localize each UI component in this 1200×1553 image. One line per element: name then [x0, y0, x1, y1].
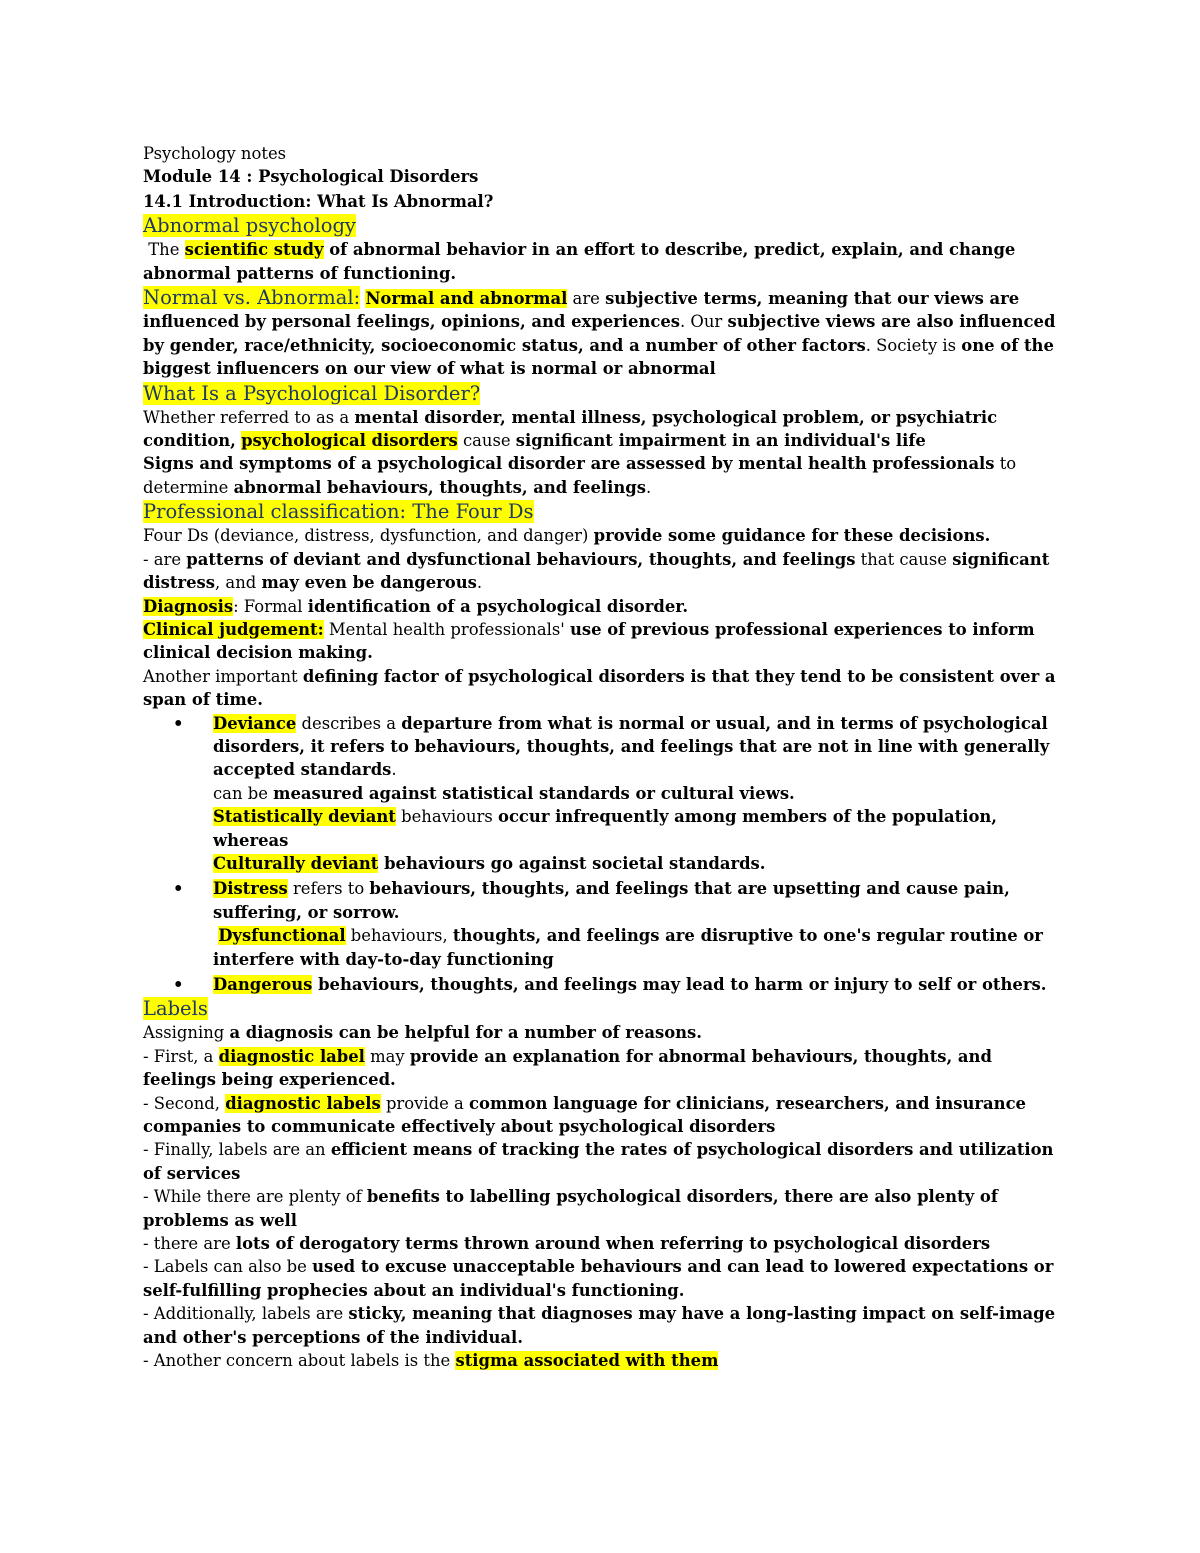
highlight-stigma: stigma associated with them	[455, 1351, 719, 1371]
bullet-icon: •	[173, 713, 184, 733]
paragraph-clinical-judgement	[143, 618, 1063, 665]
document-page	[143, 142, 1063, 1373]
labels-line-2	[143, 1045, 1063, 1092]
text: .	[391, 760, 397, 780]
text: , and	[215, 573, 262, 593]
bold-text: may even be dangerous	[261, 573, 477, 593]
labels-line-1	[143, 1021, 1063, 1044]
text: Four Ds (deviance, distress, dysfunction, and danger)	[143, 526, 594, 546]
bold-text: significant impairment in an individual's life	[515, 431, 926, 451]
bold-text: provide an explanation for abnormal behaviours, thoughts, and feelings being experienced.	[143, 1046, 992, 1090]
paragraph-diagnosis	[143, 595, 1063, 618]
paragraph-normal-vs-abnormal	[143, 285, 1063, 381]
text: - are	[143, 549, 187, 569]
text: to determine	[143, 454, 1017, 497]
text: - Second,	[143, 1093, 226, 1113]
labels-line-5	[143, 1185, 1063, 1232]
four-ds-list	[143, 712, 1063, 997]
text: can be	[213, 783, 274, 803]
labels-line-3	[143, 1092, 1063, 1139]
bold-text: identification of a psychological disorder.	[307, 596, 689, 616]
bold-text: abnormal behaviours, thoughts, and feelings	[233, 477, 646, 497]
text: - First, a	[143, 1046, 219, 1066]
highlight-diagnostic-labels: diagnostic labels	[225, 1093, 381, 1113]
text: describes a	[296, 713, 402, 733]
bold-text: provide some guidance for these decisions.	[593, 526, 991, 546]
cultural-text	[213, 852, 1063, 875]
text: - Finally, labels are an	[143, 1140, 331, 1160]
bullet-icon: •	[173, 879, 184, 899]
highlight-scientific-study: scientific study	[184, 240, 324, 260]
paragraph-abnormal	[143, 238, 1063, 285]
doc-title: Psychology notes	[143, 144, 287, 163]
labels-line-8	[143, 1302, 1063, 1349]
bold-text: subjective views are also influenced by gender, race/ethnicity, socioeconomic status, and a number of other factors	[143, 312, 1056, 355]
heading-text: Labels	[143, 997, 208, 1021]
text: : Formal	[233, 596, 308, 616]
heading-text: Abnormal psychology	[143, 214, 356, 238]
highlight-normal-and-abnormal: Normal and abnormal	[365, 289, 568, 309]
text: . Society is	[865, 335, 962, 355]
highlight-deviance: Deviance	[213, 713, 297, 733]
deviance-text	[213, 712, 1063, 782]
dangerous-text	[213, 973, 1063, 996]
text: Assigning	[143, 1023, 230, 1043]
text: The	[143, 240, 185, 260]
bold-text: use of previous professional experiences to inform clinical decision making.	[143, 619, 1035, 663]
text: of abnormal behavior in an effort to describe, predict, explain, and change abnormal patterns of functioning.	[143, 240, 1016, 283]
bold-text: thoughts, and feelings are disruptive to one's regular routine or interfere with day-to-day functioning	[213, 926, 1043, 969]
heading-abnormal-psychology	[143, 213, 1063, 238]
highlight-dysfunctional: Dysfunctional	[218, 926, 346, 946]
bold-text: behaviours, thoughts, and feelings may lead to harm or injury to self or others.	[312, 975, 1047, 994]
labels-line-9	[143, 1349, 1063, 1372]
distress-text	[213, 877, 1063, 924]
bold-text: significant distress	[143, 549, 1050, 593]
measured-text	[213, 782, 1063, 805]
paragraph-signs	[143, 452, 1063, 499]
heading-labels	[143, 996, 1063, 1021]
bold-text: subjective terms, meaning that our views are influenced by personal feelings, opinions, and experiences	[143, 289, 1020, 332]
heading-text: Professional classification: The Four Ds	[143, 500, 534, 524]
labels-line-6	[143, 1232, 1063, 1255]
bold-text: sticky, meaning that diagnoses may have a long-lasting impact on self-image and other's perceptions of the individual.	[143, 1304, 1056, 1347]
paragraph-four-ds	[143, 524, 1063, 547]
highlight-diagnostic-label: diagnostic label	[218, 1046, 365, 1066]
text: Another important	[143, 666, 303, 686]
bold-text: behaviours, thoughts, and feelings that are upsetting and cause pain, suffering, or sorrow.	[213, 879, 1010, 922]
bold-text: departure from what is normal or usual, and in terms of psychological disorders, it refers to behaviours, thoughts, and feelings that are not in line with generally accepted standards	[213, 713, 1050, 780]
text: behaviours,	[345, 926, 453, 946]
module-heading: Module 14 : Psychological Disorders	[143, 167, 479, 187]
heading-four-ds	[143, 499, 1063, 524]
text: are	[567, 289, 606, 309]
bold-text: mental disorder, mental illness, psychological problem, or psychiatric condition,	[143, 407, 998, 451]
bold-text: a diagnosis can be helpful for a number of reasons.	[229, 1023, 702, 1043]
highlight-psychological-disorders: psychological disorders	[241, 431, 458, 451]
text: - Another concern about labels is the	[143, 1351, 456, 1371]
section-heading: 14.1 Introduction: What Is Abnormal?	[143, 191, 494, 211]
bold-text: used to excuse unacceptable behaviours and can lead to lowered expectations or self-fulfilling prophecies about an individual's functioning.	[143, 1257, 1054, 1300]
heading-what-is-disorder	[143, 381, 1063, 406]
bold-text: behaviours go against societal standards.	[378, 853, 766, 873]
bold-text: Signs and symptoms of a psychological disorder are assessed by mental health professionals	[143, 454, 995, 474]
text: - Labels can also be	[143, 1257, 313, 1277]
labels-line-4	[143, 1138, 1063, 1185]
highlight-dangerous: Dangerous	[213, 975, 313, 994]
text: .	[476, 573, 483, 593]
list-item-distress	[173, 877, 1063, 971]
text: that cause	[855, 549, 953, 569]
bold-text: occur infrequently among members of the population, whereas	[213, 807, 998, 850]
bold-text: efficient means of tracking the rates of psychological disorders and utilization of services	[143, 1140, 1054, 1183]
paragraph-disorder	[143, 406, 1063, 453]
bold-text: common language for clinicians, researchers, and insurance companies to communicate effectively about psychological disorders	[143, 1093, 1026, 1137]
list-item-deviance	[173, 712, 1063, 876]
highlight-statistically-deviant: Statistically deviant	[213, 807, 396, 827]
bold-text: lots of derogatory terms thrown around when referring to psychological disorders	[235, 1234, 991, 1254]
labels-line-7	[143, 1255, 1063, 1302]
text: . Our	[680, 312, 728, 332]
bold-text: patterns of deviant and dysfunctional behaviours, thoughts, and feelings	[186, 549, 856, 569]
text: Mental health professionals'	[323, 619, 570, 639]
highlight-distress: Distress	[213, 879, 288, 899]
heading-normal-vs-abnormal: Normal vs. Abnormal:	[143, 286, 361, 310]
dysfunctional-text	[213, 924, 1063, 971]
highlight-culturally-deviant: Culturally deviant	[213, 853, 379, 873]
highlight-diagnosis: Diagnosis	[143, 596, 234, 616]
text: Whether referred to as a	[143, 407, 355, 427]
text: provide a	[380, 1093, 470, 1113]
bold-text: measured against statistical standards or cultural views.	[273, 783, 795, 803]
bullet-icon: •	[173, 975, 184, 994]
bold-text: defining factor of psychological disorders is that they tend to be consistent over a span of time.	[143, 666, 1056, 710]
text: - there are	[143, 1234, 236, 1254]
text: - While there are plenty of	[143, 1187, 367, 1207]
text: refers to	[287, 879, 370, 899]
list-item-dangerous	[173, 973, 1063, 996]
highlight-clinical-judgement: Clinical judgement:	[143, 619, 324, 639]
paragraph-patterns	[143, 548, 1063, 595]
heading-text: What Is a Psychological Disorder?	[143, 381, 481, 405]
bold-text: benefits to labelling psychological disorders, there are also plenty of problems as well	[143, 1187, 998, 1230]
paragraph-defining-factor	[143, 665, 1063, 712]
statistical-text	[213, 805, 1063, 852]
text: cause	[457, 431, 516, 451]
text: behaviours	[395, 807, 499, 827]
text: may	[364, 1046, 410, 1066]
text: .	[645, 477, 652, 497]
bold-text: one of the biggest influencers on our view of what is normal or abnormal	[143, 335, 1054, 379]
text: - Additionally, labels are	[143, 1304, 349, 1324]
